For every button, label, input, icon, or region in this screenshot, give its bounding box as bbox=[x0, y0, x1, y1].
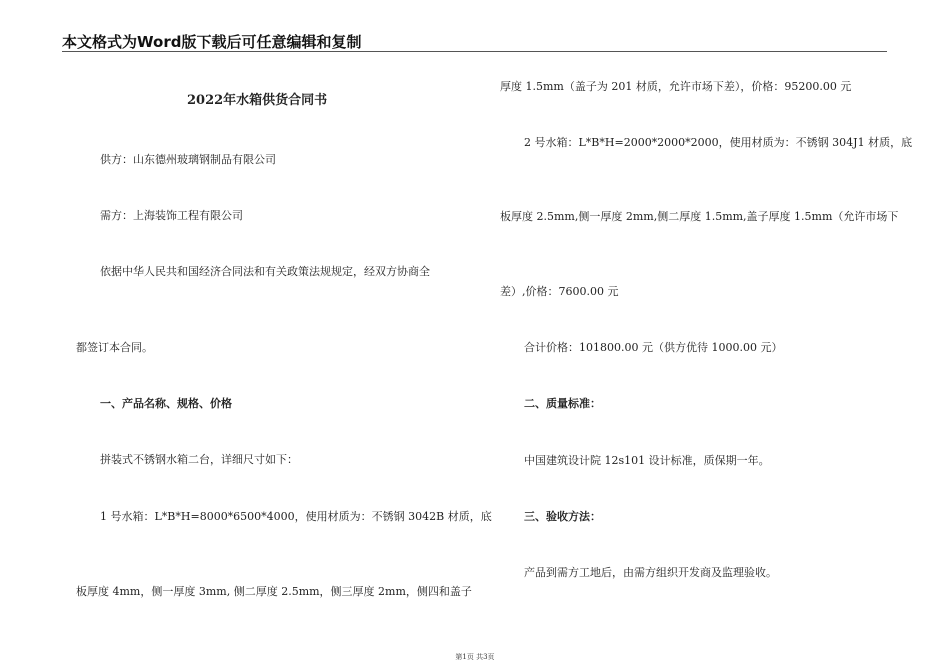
section-2-body: 中国建筑设计院 12s101 设计标准，质保期一年。 bbox=[524, 454, 770, 467]
section-1-heading: 一、产品名称、规格、价格 bbox=[100, 397, 232, 410]
tank-2-spec-line-2: 板厚度 2.5mm,侧一厚度 2mm,侧二厚度 1.5mm,盖子厚度 1.5mm（允许市场下 bbox=[500, 210, 899, 223]
total-price-line: 合计价格：101800.00 元（供方优待 1000.00 元） bbox=[524, 341, 783, 354]
header-divider bbox=[62, 51, 887, 52]
section-3-heading: 三、验收方法： bbox=[524, 510, 601, 523]
tank-2-spec-line-1: 2 号水箱：L*B*H=2000*2000*2000，使用材质为：不锈钢 304J1 材质，底 bbox=[524, 136, 913, 149]
tank-1-spec-line-3: 厚度 1.5mm（盖子为 201 材质，允许市场下差），价格：95200.00 元 bbox=[500, 80, 852, 93]
section-2-heading: 二、质量标准： bbox=[524, 397, 601, 410]
document-header-title: 本文格式为Word版下载后可任意编辑和复制 bbox=[62, 33, 362, 51]
tank-1-spec-line-1: 1 号水箱：L*B*H=8000*6500*4000，使用材质为：不锈钢 3042B 材质，底 bbox=[100, 510, 492, 523]
tank-2-spec-line-3: 差）,价格：7600.00 元 bbox=[500, 285, 619, 298]
intro-paragraph-line-1: 依据中华人民共和国经济合同法和有关政策法规规定，经双方协商全 bbox=[100, 265, 430, 278]
section-1-intro: 拼装式不锈钢水箱二台，详细尺寸如下： bbox=[100, 453, 298, 466]
page-number-footer: 第1页 共3页 bbox=[455, 653, 495, 661]
section-3-body: 产品到需方工地后，由需方组织开发商及监理验收。 bbox=[524, 566, 777, 579]
contract-title: 2022年水箱供货合同书 bbox=[187, 93, 328, 108]
buyer-line: 需方：上海装饰工程有限公司 bbox=[100, 209, 243, 222]
tank-1-spec-line-2: 板厚度 4mm，侧一厚度 3mm, 侧二厚度 2.5mm，侧三厚度 2mm，侧四和盖子 bbox=[76, 585, 472, 598]
intro-paragraph-line-2: 都签订本合同。 bbox=[76, 341, 153, 354]
supplier-line: 供方：山东德州玻璃钢制品有限公司 bbox=[100, 153, 276, 166]
